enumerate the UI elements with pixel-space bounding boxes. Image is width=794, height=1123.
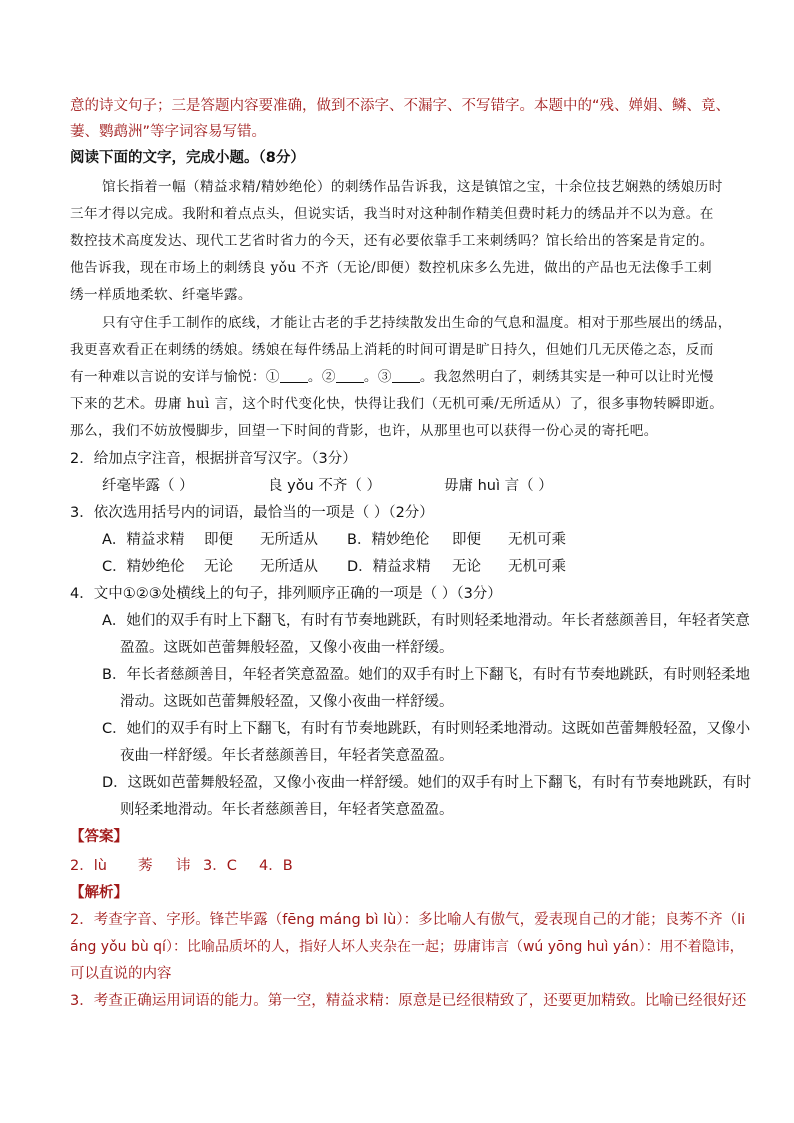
- blank-marker-3: ③: [377, 369, 392, 385]
- q3-option-b-word-3: 无机可乘: [508, 532, 566, 548]
- passage-p1-line-5: 绣一样质地柔软、纤毫毕露。: [70, 287, 252, 303]
- analysis-line-1: 2．考查字音、字形。锋芒毕露（fēng máng bì lù）：多比喻人有傲气，爱表现自己的才能；良莠不齐（li: [70, 912, 746, 928]
- passage-p1-line-1: 馆长指着一幅（精益求精/精妙绝伦）的刺绣作品告诉我，这是镇馆之宝，十余位技艺娴熟的绣娘历时: [102, 179, 723, 195]
- q4-option-c-line-1: C．她们的双手有时上下翻飞，有时有节奏地跳跃，有时则轻柔地滑动。这既如芭蕾舞般轻盈，又像小: [102, 721, 751, 737]
- q4-option-c-line-2: 夜曲一样舒缓。年长者慈颜善目，年轻者笑意盈盈。: [120, 748, 454, 764]
- q4-stem: 4．文中①②③处横线上的句子，排列顺序正确的一项是（ ）（3分）: [70, 586, 502, 602]
- passage-p2-line-1: 只有守住手工制作的底线，才能让古老的手艺持续散发出生命的气息和温度。相对于那些展出的绣品，: [102, 315, 732, 331]
- analysis-line-2: áng yǒu bù qí）：比喻品质坏的人，指好人坏人夹杂在一起；毋庸讳言（wú yōng huì yán）：用不着隐讳，: [70, 939, 744, 955]
- answer-q2-char-2: 讳: [176, 858, 191, 874]
- q3-option-a-word-3: 无所适从: [260, 532, 318, 548]
- blank-3: [392, 368, 420, 383]
- q3-option-a-word-2: 即便: [204, 532, 233, 548]
- passage-p1-line-4: 他告诉我，现在市场上的刺绣良 yǒu 不齐（无论/即便）数控机床多么先进，做出的产品也无法像手工刺: [70, 260, 712, 276]
- analysis-line-4: 3．考查正确运用词语的能力。第一空，精益求精：原意是已经很精致了，还要更加精致。比喻已经很好还: [70, 993, 747, 1009]
- passage-p2-line-2: 我更喜欢看正在刺绣的绣娘。绣娘在每件绣品上消耗的时间可谓是旷日持久，但她们几无厌倦之态，反而: [70, 342, 714, 358]
- passage-p2-line-4: 下来的艺术。毋庸 huì 言，这个时代变化快，快得让我们（无机可乘/无所适从）了，很多事物转瞬即逝。: [70, 396, 724, 412]
- answer-q3: 3．C: [203, 858, 237, 874]
- blank-sep-1: 。: [307, 369, 322, 385]
- q4-option-b-line-1: B．年长者慈颜善目，年轻者笑意盈盈。她们的双手有时上下翻飞，有时有节奏地跳跃，有时则轻柔地: [102, 667, 750, 683]
- blank-marker-1: ①: [265, 369, 280, 385]
- passage-p2-line-3: [70, 367, 714, 387]
- q3-stem: 3．依次选用括号内的词语，最恰当的一项是（ ）（2分）: [70, 505, 434, 521]
- intro-line-2: 萋、鹦鹉洲”等字词容易写错。: [70, 124, 267, 140]
- q4-option-d-line-1: D．这既如芭蕾舞般轻盈，又像小夜曲一样舒缓。她们的双手有时上下翻飞，有时有节奏地跳跃，有时: [102, 775, 752, 791]
- answer-label: 【答案】: [70, 829, 128, 845]
- q3-option-b-word-1: B．精妙绝伦: [347, 532, 430, 548]
- q3-option-d-word-2: 无论: [452, 559, 481, 575]
- blank-1: [280, 368, 308, 383]
- q2-item-2: 良 yǒu 不齐（ ）: [268, 478, 381, 494]
- blank-2: [336, 368, 364, 383]
- answer-q4: 4．B: [259, 858, 293, 874]
- blank-marker-2: ②: [321, 369, 336, 385]
- passage-p1-line-2: 三年才得以完成。我附和着点点头，但说实话，我当时对这种制作精美但费时耗力的绣品并不以为意。在: [70, 206, 714, 222]
- answer-q2-pinyin: 2．lù: [70, 858, 107, 874]
- analysis-label: 【解析】: [70, 885, 128, 901]
- passage-p1-line-3: 数控技术高度发达、现代工艺省时省力的今天，还有必要依靠手工来刺绣吗？馆长给出的答案是肯定的。: [70, 233, 714, 249]
- q3-option-c-word-3: 无所适从: [260, 559, 318, 575]
- q4-option-a-line-2: 盈盈。这既如芭蕾舞般轻盈，又像小夜曲一样舒缓。: [120, 640, 454, 656]
- q2-item-3: 毋庸 huì 言（ ）: [444, 478, 553, 494]
- q4-option-a-line-1: A．她们的双手有时上下翻飞，有时有节奏地跳跃，有时则轻柔地滑动。年长者慈颜善目，年轻者笑意: [102, 613, 750, 629]
- q2-item-1: 纤毫毕露（ ）: [102, 478, 194, 494]
- analysis-line-3: 可以直说的内容: [70, 966, 172, 982]
- passage-p2-line-3-post: 。我忽然明白了，刺绣其实是一种可以让时光慢: [419, 369, 714, 385]
- answer-q2-char-1: 莠: [138, 858, 153, 874]
- q3-option-d-word-1: D．精益求精: [347, 559, 431, 575]
- passage-p2-line-3-pre: 有一种难以言说的安详与愉悦：: [70, 369, 266, 385]
- q3-option-c-word-1: C．精妙绝伦: [102, 559, 185, 575]
- q3-option-b-word-2: 即便: [452, 532, 481, 548]
- q2-stem: 2．给加点字注音，根据拼音写汉字。（3分）: [70, 451, 357, 467]
- q3-option-d-word-3: 无机可乘: [508, 559, 566, 575]
- blank-sep-2: 。: [363, 369, 378, 385]
- q3-option-c-word-2: 无论: [204, 559, 233, 575]
- q3-option-a-word-1: A．精益求精: [102, 532, 185, 548]
- section-title: 阅读下面的文字，完成小题。（8分）: [70, 150, 305, 166]
- q4-option-b-line-2: 滑动。这既如芭蕾舞般轻盈，又像小夜曲一样舒缓。: [120, 694, 454, 710]
- q4-option-d-line-2: 则轻柔地滑动。年长者慈颜善目，年轻者笑意盈盈。: [120, 802, 454, 818]
- intro-line-1: 意的诗文句子；三是答题内容要准确，做到不添字、不漏字、不写错字。本题中的“残、婵娟、鳞、竟、: [70, 98, 731, 114]
- passage-p2-line-5: 那么，我们不妨放慢脚步，回望一下时间的背影，也许，从那里也可以获得一份心灵的寄托吧。: [70, 423, 658, 439]
